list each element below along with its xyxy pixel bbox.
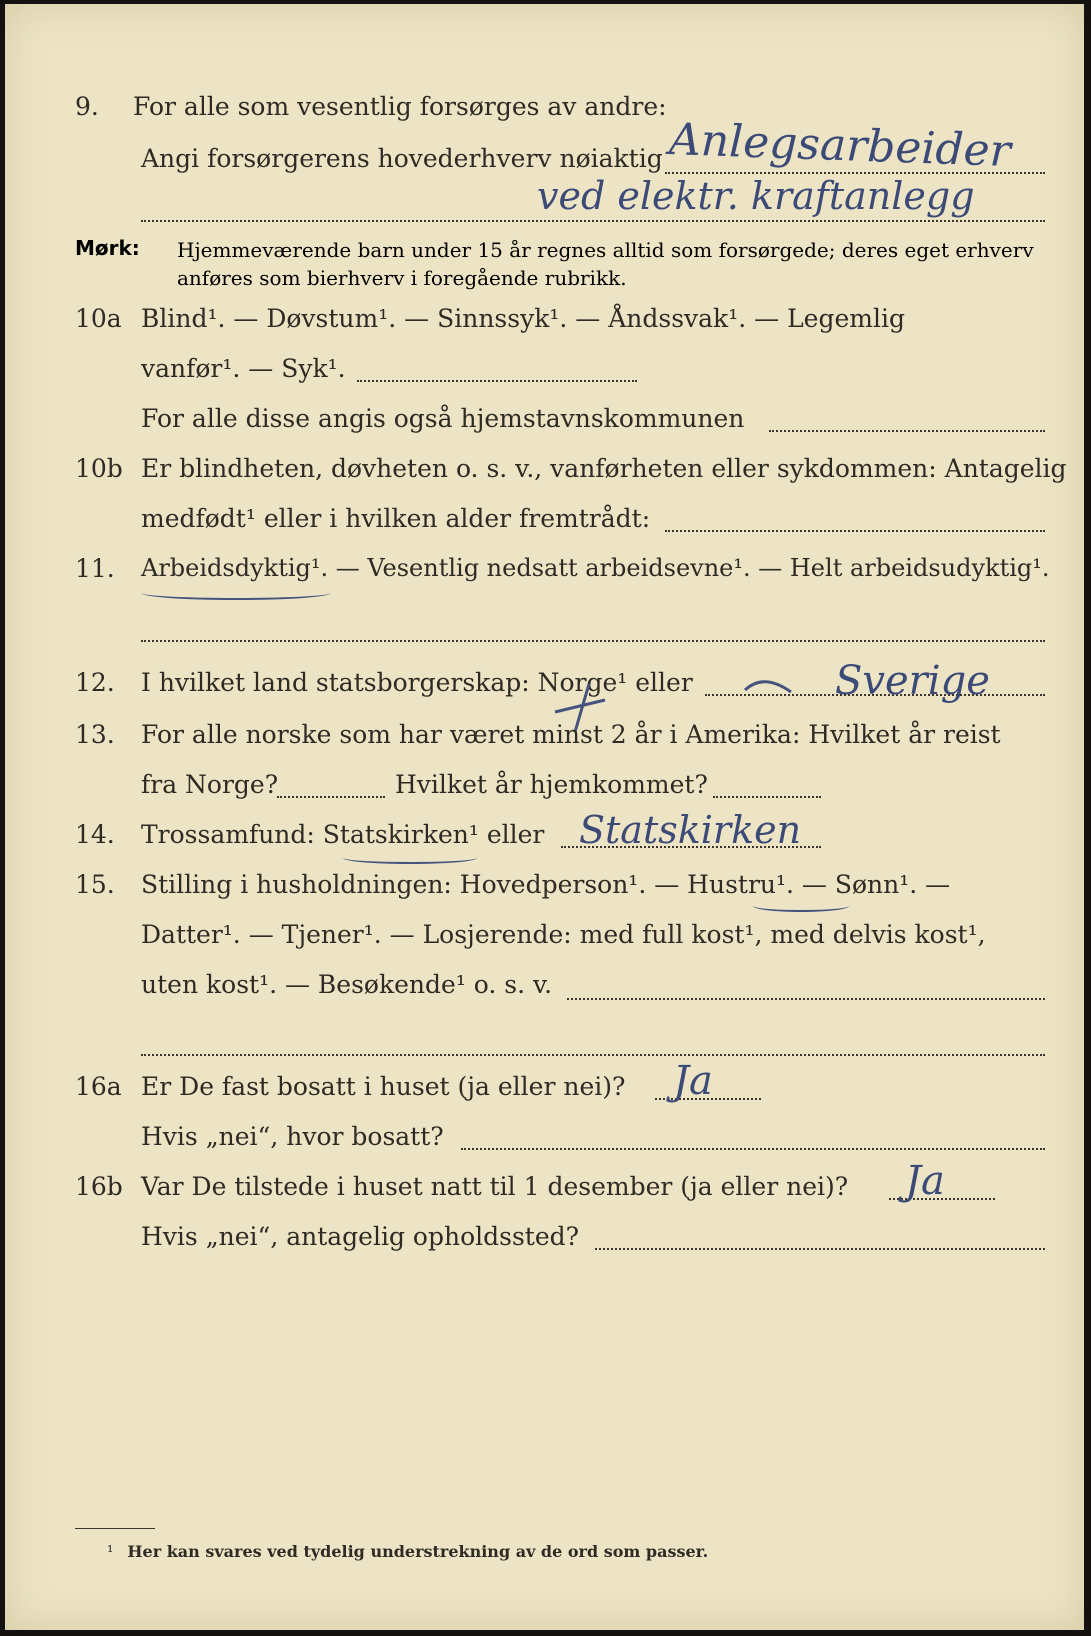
question-text: fra Norge? — [141, 770, 279, 799]
question-15 — [5, 870, 1084, 910]
question-number: 16a — [75, 1072, 122, 1101]
note-label: Mørk: — [75, 236, 140, 260]
answer-line — [141, 640, 1045, 642]
handwritten-answer: Ja — [673, 1058, 713, 1104]
question-16a-line-2 — [5, 1122, 1084, 1162]
question-text: Stilling i husholdningen: Hovedperson¹. — Hustru¹. — Sønn¹. — — [141, 870, 951, 899]
footnote-rule — [75, 1528, 155, 1529]
answer-line — [461, 1148, 1045, 1150]
question-text: Trossamfund: Statskirken¹ eller — [141, 820, 545, 849]
answer-line — [357, 380, 637, 382]
question-10b-line-2 — [5, 504, 1084, 544]
question-text: Er blindheten, døvheten o. s. v., vanførheten eller sykdommen: Antagelig — [141, 454, 1067, 483]
question-14 — [5, 820, 1084, 860]
question-text: medfødt¹ eller i hvilken alder fremtrådt: — [141, 504, 651, 533]
answer-line — [769, 430, 1045, 432]
question-10a-line-2 — [5, 354, 1084, 394]
question-number: 10b — [75, 454, 123, 483]
footnote — [107, 1542, 708, 1561]
question-text: Hvis „nei“, antagelig opholdssted? — [141, 1222, 580, 1251]
question-number: 11. — [75, 554, 115, 583]
question-text: Blind¹. — Døvstum¹. — Sinnssyk¹. — Åndssvak¹. — Legemlig — [141, 304, 905, 333]
question-13-line-2 — [5, 770, 1084, 810]
question-text: Hvilket år hjemkommet? — [395, 770, 708, 799]
question-15-line-3 — [5, 970, 1084, 1010]
handwritten-answer: Ja — [905, 1158, 945, 1204]
handwritten-answer: Sverige — [835, 658, 990, 704]
census-form-page — [5, 4, 1084, 1630]
question-13 — [5, 720, 1084, 760]
footnote-marker: ¹ — [107, 1542, 114, 1561]
question-number: 9. — [75, 92, 99, 121]
question-text: Er De fast bosatt i huset (ja eller nei)? — [141, 1072, 626, 1101]
question-text: uten kost¹. — Besøkende¹ o. s. v. — [141, 970, 553, 999]
answer-line — [713, 796, 821, 798]
answer-line — [595, 1248, 1045, 1250]
handwritten-answer: ved elektr. kraftanlegg — [537, 174, 975, 218]
question-10a — [5, 304, 1084, 344]
question-number: 14. — [75, 820, 115, 849]
handwritten-answer: Statskirken — [579, 808, 802, 852]
question-10a-line-3 — [5, 404, 1084, 444]
question-15-line-2 — [5, 920, 1084, 960]
question-number: 15. — [75, 870, 115, 899]
question-number: 13. — [75, 720, 115, 749]
answer-line — [665, 530, 1045, 532]
handwritten-underline — [141, 586, 331, 600]
question-text: I hvilket land statsborgerskap: Norge¹ eller — [141, 668, 693, 697]
question-text: For alle som vesentlig forsørges av andre: — [133, 92, 667, 121]
answer-line — [141, 220, 1045, 222]
question-number: 16b — [75, 1172, 123, 1201]
question-text: For alle disse angis også hjemstavnskommunen — [141, 404, 745, 433]
answer-line — [567, 998, 1045, 1000]
handwritten-answer: Anlegsarbeider — [668, 114, 1012, 177]
question-text: Hvis „nei“, hvor bosatt? — [141, 1122, 444, 1151]
question-text: Arbeidsdyktig¹. — Vesentlig nedsatt arbeidsevne¹. — Helt arbeidsudyktig¹. — [141, 554, 1050, 582]
question-number: 10a — [75, 304, 122, 333]
answer-line — [141, 1054, 1045, 1056]
question-text: Angi forsørgerens hovederhverv nøiaktig — [141, 144, 663, 173]
handwritten-underline — [343, 852, 477, 864]
note-text: anføres som bierhverv i foregående rubrikk. — [177, 266, 627, 290]
question-16a — [5, 1072, 1084, 1112]
question-text: Var De tilstede i huset natt til 1 desember (ja eller nei)? — [141, 1172, 849, 1201]
question-text: vanfør¹. — Syk¹. — [141, 354, 346, 383]
question-10b — [5, 454, 1084, 494]
footnote-text: Her kan svares ved tydelig understrekning av de ord som passer. — [127, 1542, 709, 1561]
question-number: 12. — [75, 668, 115, 697]
note-text: Hjemmeværende barn under 15 år regnes alltid som forsørgede; deres eget erhverv — [177, 238, 1034, 262]
handwritten-underline — [753, 900, 849, 912]
question-text: Datter¹. — Tjener¹. — Losjerende: med full kost¹, med delvis kost¹, — [141, 920, 986, 949]
question-16b-line-2 — [5, 1222, 1084, 1262]
answer-line — [277, 796, 385, 798]
question-text: For alle norske som har været minst 2 år i Amerika: Hvilket år reist — [141, 720, 1001, 749]
